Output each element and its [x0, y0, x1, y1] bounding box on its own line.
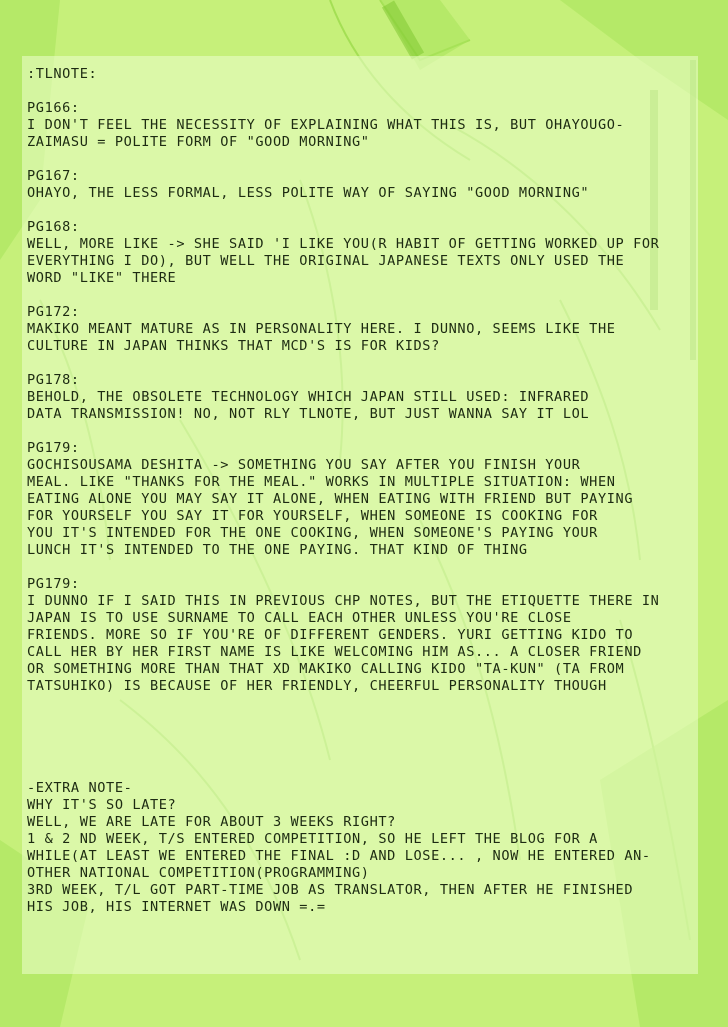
note-text-line: MEAL. LIKE "THANKS FOR THE MEAL." WORKS IN MULTIPLE SITUATION: WHEN [27, 474, 616, 490]
note-text-line: FOR YOURSELF YOU SAY IT FOR YOURSELF, WHEN SOMEONE IS COOKING FOR [27, 508, 598, 524]
extra-note-line: WHILE(AT LEAST WE ENTERED THE FINAL :D AND LOSE... , NOW HE ENTERED AN- [27, 848, 651, 864]
extra-note-line: WELL, WE ARE LATE FOR ABOUT 3 WEEKS RIGHT? [27, 814, 396, 830]
note-pg179-etiquette [27, 576, 699, 695]
note-text-line: YOU IT'S INTENDED FOR THE ONE COOKING, WHEN SOMEONE'S PAYING YOUR [27, 525, 598, 541]
note-page-label: PG166: [27, 100, 80, 116]
note-pg168 [27, 219, 699, 287]
extra-note-line: HIS JOB, HIS INTERNET WAS DOWN =.= [27, 899, 326, 915]
note-text-line: I DUNNO IF I SAID THIS IN PREVIOUS CHP NOTES, BUT THE ETIQUETTE THERE IN [27, 593, 660, 609]
note-text-line: CALL HER BY HER FIRST NAME IS LIKE WELCOMING HIM AS... A CLOSER FRIEND [27, 644, 642, 660]
note-text-line: OHAYO, THE LESS FORMAL, LESS POLITE WAY OF SAYING "GOOD MORNING" [27, 185, 590, 201]
extra-note-line: 1 & 2 ND WEEK, T/S ENTERED COMPETITION, SO HE LEFT THE BLOG FOR A [27, 831, 598, 847]
note-text-line: ZAIMASU = POLITE FORM OF "GOOD MORNING" [27, 134, 370, 150]
note-page-label: PG178: [27, 372, 80, 388]
extra-note-line: WHY IT'S SO LATE? [27, 797, 177, 813]
note-text-line: GOCHISOUSAMA DESHITA -> SOMETHING YOU SAY AFTER YOU FINISH YOUR [27, 457, 581, 473]
note-text-line: MAKIKO MEANT MATURE AS IN PERSONALITY HERE. I DUNNO, SEEMS LIKE THE [27, 321, 616, 337]
note-text-line: EVERYTHING I DO), BUT WELL THE ORIGINAL JAPANESE TEXTS ONLY USED THE [27, 253, 625, 269]
note-page-label: PG179: [27, 576, 80, 592]
extra-note [27, 780, 699, 916]
note-page-label: PG167: [27, 168, 80, 184]
note-pg167 [27, 168, 699, 202]
note-pg179-meal [27, 440, 699, 559]
note-pg166 [27, 100, 699, 151]
extra-note-title: -EXTRA NOTE- [27, 780, 133, 796]
note-text-line: FRIENDS. MORE SO IF YOU'RE OF DIFFERENT GENDERS. YURI GETTING KIDO TO [27, 627, 634, 643]
note-page-label: PG172: [27, 304, 80, 320]
note-text-line: OR SOMETHING MORE THAN THAT XD MAKIKO CALLING KIDO "TA-KUN" (TA FROM [27, 661, 625, 677]
note-text-line: CULTURE IN JAPAN THINKS THAT MCD'S IS FOR KIDS? [27, 338, 440, 354]
extra-note-line: OTHER NATIONAL COMPETITION(PROGRAMMING) [27, 865, 370, 881]
note-text-line: JAPAN IS TO USE SURNAME TO CALL EACH OTHER UNLESS YOU'RE CLOSE [27, 610, 572, 626]
note-text-line: EATING ALONE YOU MAY SAY IT ALONE, WHEN EATING WITH FRIEND BUT PAYING [27, 491, 634, 507]
note-text-line: TATSUHIKO) IS BECAUSE OF HER FRIENDLY, CHEERFUL PERSONALITY THOUGH [27, 678, 607, 694]
note-text-line: BEHOLD, THE OBSOLETE TECHNOLOGY WHICH JAPAN STILL USED: INFRARED [27, 389, 590, 405]
note-text-line: WELL, MORE LIKE -> SHE SAID 'I LIKE YOU(R HABIT OF GETTING WORKED UP FOR [27, 236, 660, 252]
notes-header: :TLNOTE: [27, 66, 98, 82]
note-page-label: PG168: [27, 219, 80, 235]
note-text-line: I DON'T FEEL THE NECESSITY OF EXPLAINING WHAT THIS IS, BUT OHAYOUGO- [27, 117, 625, 133]
note-text-line: WORD "LIKE" THERE [27, 270, 177, 286]
extra-note-line: 3RD WEEK, T/L GOT PART-TIME JOB AS TRANSLATOR, THEN AFTER HE FINISHED [27, 882, 634, 898]
note-pg178 [27, 372, 699, 423]
note-text-line: LUNCH IT'S INTENDED TO THE ONE PAYING. THAT KIND OF THING [27, 542, 528, 558]
note-page-label: PG179: [27, 440, 80, 456]
note-pg172 [27, 304, 699, 355]
note-text-line: DATA TRANSMISSION! NO, NOT RLY TLNOTE, BUT JUST WANNA SAY IT LOL [27, 406, 590, 422]
tl-notes [27, 66, 699, 966]
